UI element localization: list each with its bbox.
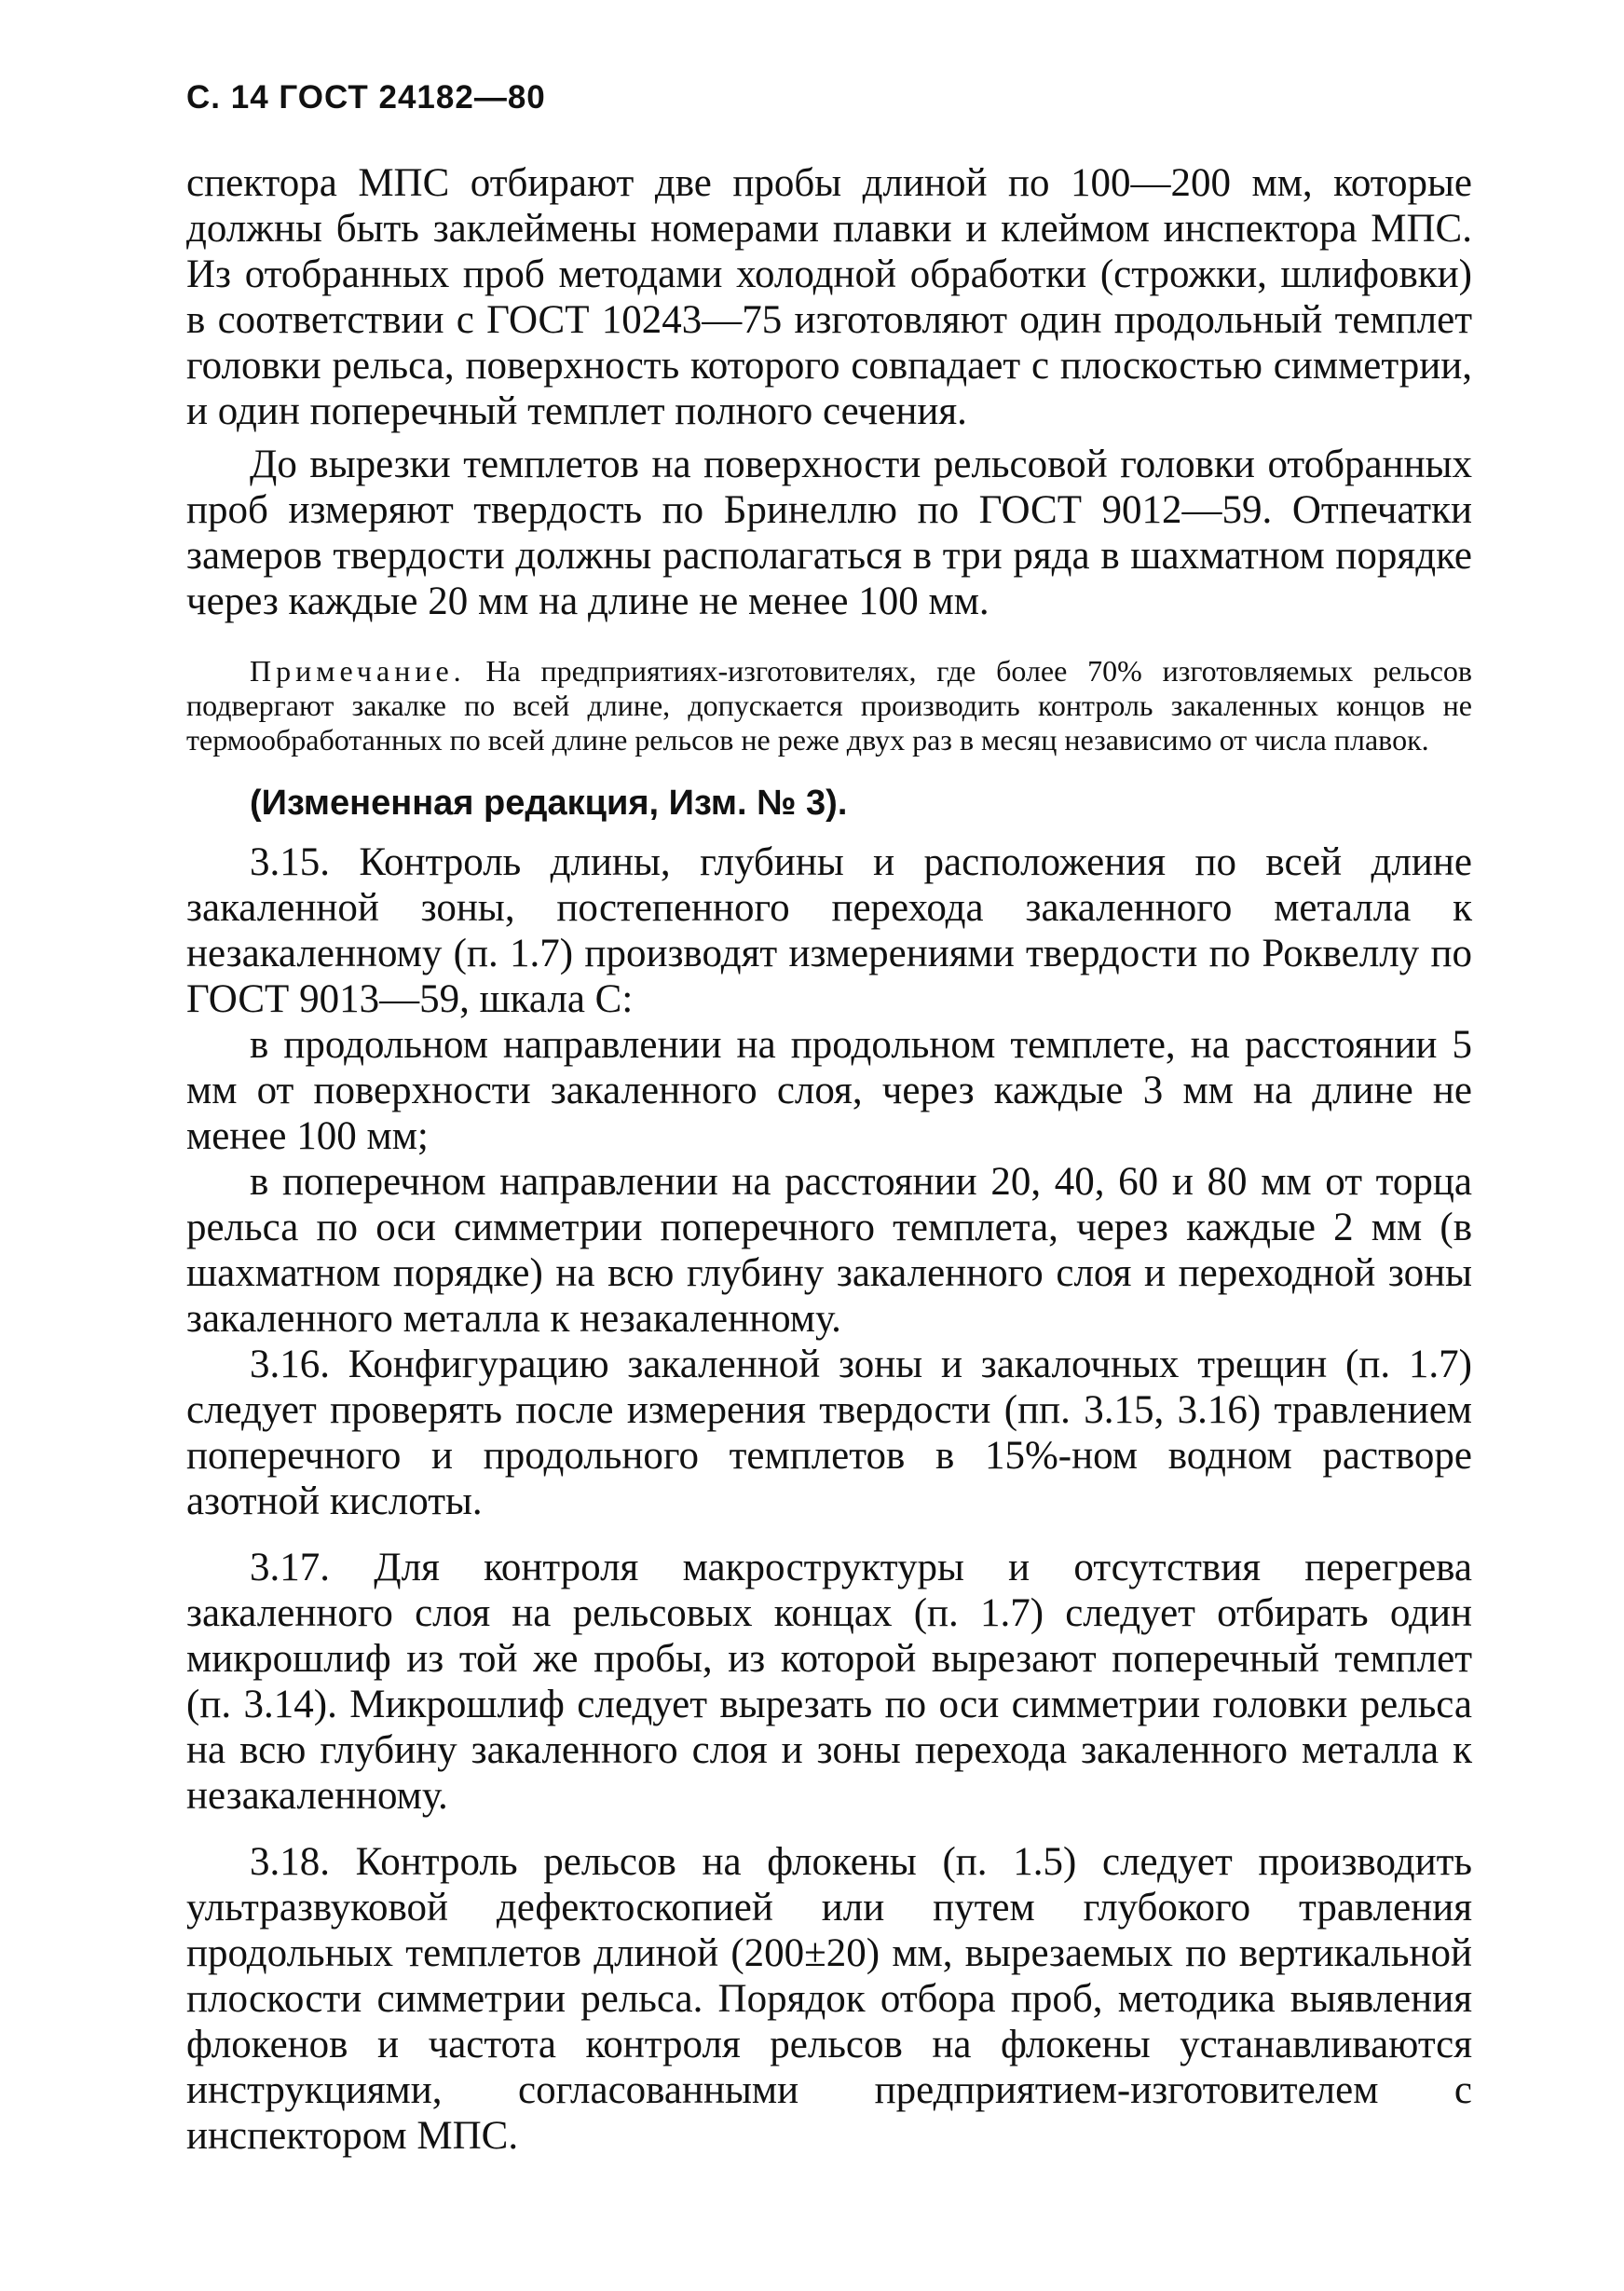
clause-3-15-longitudinal: в продольном направлении на продольном темплете, на расстоянии 5 мм от поверхности закаленного слоя, через каждые 3 мм на длине не менее 100 мм; [186,1023,1472,1158]
clause-3-15-transverse: в поперечном направлении на расстоянии 20, 40, 60 и 80 мм от торца рельса по оси симметрии поперечного темплета, через каждые 2 мм (в шахматном порядке) на всю глубину закаленного слоя и переходной зоны закаленного металла к незакаленному. [186,1160,1472,1341]
clause-3-16: 3.16. Конфигурацию закаленной зоны и закалочных трещин (п. 1.7) следует проверять после измерения твердости (пп. 3.15, 3.16) травлением поперечного и продольного темплетов в 15%-ном водном растворе азотной кислоты. [186,1343,1472,1523]
clause-3-18: 3.18. Контроль рельсов на флокены (п. 1.5) следует производить ультразвуковой дефектоскопией или путем глубокого травления продольных темплетов длиной (200±20) мм, вырезаемых по вертикальной плоскости симметрии рельса. Порядок отбора проб, методика выявления флокенов и частота контроля рельсов на флокены устанавливаются инструкциями, согласованными предприятием-изготовителем с инспектором МПС. [186,1840,1472,2158]
paragraph-sampling-continuation: спектора МПС отбирают две пробы длиной по 100—200 мм, которые должны быть заклеймены номерами плавки и клеймом инспектора МПС. Из отобранных проб методами холодной обработки (строжки, шлифовки) в соответствии с ГОСТ 10243—75 изготовляют один продольный темплет головки рельса, поверхность которого совпадает с плоскостью симметрии, и один поперечный темплет полного сечения. [186,161,1472,433]
note-block [186,654,1472,757]
document-body [186,160,1472,2159]
clause-3-17: 3.17. Для контроля макроструктуры и отсутствия перегрева закаленного слоя на рельсовых концах (п. 1.7) следует отбирать один микрошлиф из той же пробы, из которой вырезают поперечный темплет (п. 3.14). Микрошлиф следует вырезать по оси симметрии головки рельса на всю глубину закаленного слоя и зоны перехода закаленного металла к незакаленному. [186,1546,1472,1818]
amendment-note: (Измененная редакция, Изм. № 3). [250,784,848,823]
page-header: С. 14 ГОСТ 24182—80 [186,79,546,116]
note-label: Примечание. [250,654,466,688]
note-text: На предприятиях-изготовителях, где более 70% изготовляемых рельсов подвергают закалке по всей длине, допускается производить контроль закаленных концов не термообработанных по всей длине рельсов не реже двух раз в месяц независимо от числа плавок. [186,654,1472,757]
paragraph-hardness-brinell: До вырезки темплетов на поверхности рельсовой головки отобранных проб измеряют твердость по Бринеллю по ГОСТ 9012—59. Отпечатки замеров твердости должны располагаться в три ряда в шахматном порядке через каждые 20 мм на длине не менее 100 мм. [186,443,1472,623]
clause-3-15: 3.15. Контроль длины, глубины и расположения по всей длине закаленной зоны, постепенного перехода закаленного металла к незакаленному (п. 1.7) производят измерениями твердости по Роквеллу по ГОСТ 9013—59, шкала С: [186,840,1472,1021]
